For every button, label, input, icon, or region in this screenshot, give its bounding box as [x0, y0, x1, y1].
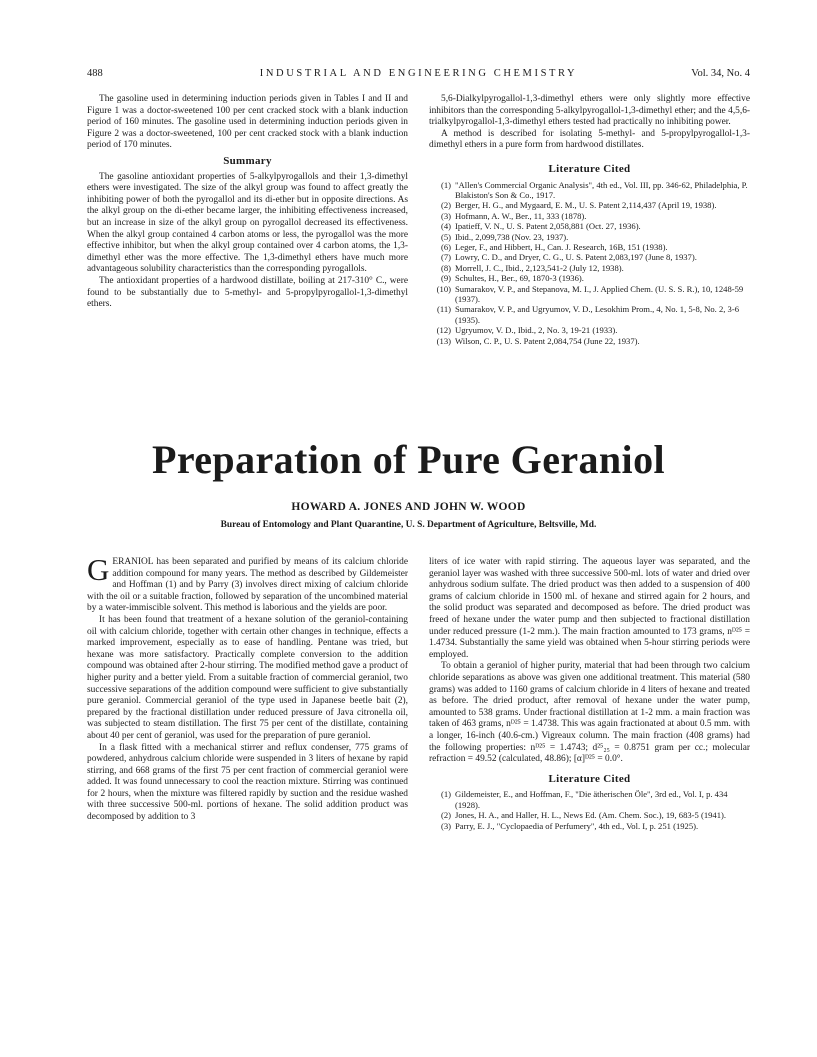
- reference-text: Sumarakov, V. P., and Stepanova, M. I., J. Applied Chem. (U. S. S. R.), 10, 1248-59 (1937).: [455, 283, 744, 305]
- paragraph: It has been found that treatment of a hexane solution of the geraniol-containing oil with calcium chloride, together with certain other changes in technique, effects a marked improvement, especially as to ease of handling. Pentane was tried, but hexane was more satisfactory. Practically complete conversion to the addition compound was obtained after 2-hour stirring. The modified method gave a product of higher purity and a better yield. From a suitable fraction of commercial geraniol, two successive separations of the addition compound were sufficient to give substantially pure geraniol. Commercial geraniol of the type used in Japanese beetle bait (2), prepared by the fractional distillation under reduced pressure of Java citronella oil, was subjected to steam distillation. The first 75 per cent of the distillate, containing about 40 per cent of geraniol, was used for the preparation of pure geraniol.: [87, 614, 408, 741]
- paragraph: 5,6-Dialkylpyrogallol-1,3-dimethyl ethers were only slightly more effective inhibitors than the corresponding 5-alkylpyrogallol-1,3-dimethyl ether; and the 4,5,6-trialkylpyrogallol-1,3-dimethyl ethers tested had practically no inhibiting power.: [429, 94, 750, 128]
- reference-item: [429, 232, 750, 242]
- reference-number: (11): [437, 304, 451, 315]
- reference-number: (3): [440, 820, 451, 831]
- article-left-column: [87, 552, 408, 824]
- reference-text: Parry, E. J., "Cyclopaedia of Perfumery", 4th ed., Vol. I, p. 251 (1925).: [455, 820, 699, 831]
- article-affiliation: Bureau of Entomology and Plant Quarantine, U. S. Department of Agriculture, Beltsville, Md.: [220, 520, 597, 530]
- reference-number: (4): [440, 221, 451, 232]
- article-right-column: [429, 557, 750, 831]
- article-authors: HOWARD A. JONES AND JOHN W. WOOD: [291, 501, 526, 513]
- running-header: [87, 68, 750, 84]
- reference-item: [429, 821, 750, 831]
- reference-text: Leger, F., and Hibbert, H., Can. J. Research, 16B, 151 (1938).: [455, 242, 668, 252]
- reference-text: Morrell, J. C., Ibid., 2,123,541-2 (July 12, 1938).: [455, 262, 624, 273]
- reference-text: Ugryumov, V. D., Ibid., 2, No. 3, 19-21 (1933).: [455, 325, 618, 336]
- reference-item: [429, 336, 750, 346]
- reference-item: [429, 242, 750, 252]
- paragraph: The antioxidant properties of a hardwood distillate, boiling at 217-310° C., were found to be substantially due to 5-methyl- and 5-propylpyrogallol-1,3-dimethyl ethers.: [87, 275, 408, 310]
- paragraph: liters of ice water with rapid stirring. The aqueous layer was separated, and the geraniol layer was washed with three successive 500-ml. lots of water and dried over anhydrous sodium sulfate. The dried product was then added to a suspension of 400 grams of calcium chloride in 1500 ml. of hexane and stirred again for 2 hours, and the solid product was separated and decomposed as before. The dried product was freed of hexane under the water pump and then subjected to fractional distillation under reduced pressure (1-2 mm.). The main fraction amounted to 173 grams, nᴰ²⁵ = 1.4734. Substantially the same yield was obtained when 5-hour stirring periods were employed.: [429, 557, 750, 660]
- paragraph: The gasoline used in determining induction periods given in Tables I and II and Figure 1 was a doctor-sweetened 100 per cent cracked stock with a blank induction period of 160 minutes. The gasoline used in determining induction periods given in Figure 2 was a doctor-sweetened, 100 per cent cracked stock with a blank induction period of 170 minutes.: [87, 94, 408, 151]
- reference-number: (8): [440, 262, 451, 273]
- reference-number: (10): [436, 283, 451, 294]
- reference-text: Sumarakov, V. P., and Ugryumov, V. D., Lesokhim Prom., 4, No. 1, 5-8, No. 2, 3-6 (1935).: [455, 304, 739, 325]
- literature-cited-heading: Literature Cited: [548, 772, 631, 785]
- reference-item: [429, 789, 750, 810]
- reference-item: [429, 252, 750, 262]
- literature-cited-heading: Literature Cited: [548, 162, 631, 175]
- reference-number: (2): [440, 200, 451, 211]
- paragraph: To obtain a geraniol of higher purity, material that had been through two calcium chloride separations as above was given one additional treatment. This material (580 grams) was added to 1160 grams of calcium chloride in 4 liters of hexane and treated as before. The dried product, after removal of hexane under the water pump, amounted to 538 grams. Under fractional distillation at 1-2 mm. a main fraction was taken of 463 grams, nᴰ²⁵ = 1.4738. This was again fractionated at about 0.5 mm. with a longer, 16-inch (40.6-cm.) Vigreaux column. The main fraction (408 grams) had the following properties: nᴰ²⁵ = 1.4743; d²⁵₂₅ = 0.8751 gram per cc.; molecular refraction = 49.52 (calculated, 48.86); [α]ᴰ²⁵ = 0.0°.: [429, 661, 750, 765]
- reference-text: Ibid., 2,099,738 (Nov. 23, 1937).: [455, 231, 569, 242]
- reference-text: Gildemeister, E., and Hoffman, F., "Die ätherischen Öle", 3rd ed., Vol. I, p. 434 (1928).: [455, 789, 728, 810]
- reference-item: [429, 221, 750, 231]
- reference-number: (1): [440, 179, 451, 190]
- reference-text: Hofmann, A. W., Ber., 11, 333 (1878).: [455, 210, 587, 221]
- reference-item: [429, 284, 750, 305]
- drop-cap: G: [87, 552, 110, 587]
- reference-item: [429, 200, 750, 210]
- reference-item: [429, 180, 750, 201]
- summary-heading: Summary: [223, 154, 272, 167]
- journal-title: INDUSTRIAL AND ENGINEERING CHEMISTRY: [259, 68, 578, 79]
- page-number: 488: [87, 68, 103, 79]
- reference-number: (5): [440, 231, 451, 242]
- paragraph: A method is described for isolating 5-methyl- and 5-propylpyrogallol-1,3-dimethyl ethers in a pure form from hardwood distillates.: [429, 128, 750, 151]
- reference-text: Jones, H. A., and Haller, H. L., News Ed. (Am. Chem. Soc.), 19, 683-5 (1941).: [455, 810, 727, 821]
- reference-number: (9): [440, 273, 451, 284]
- reference-number: (12): [436, 325, 451, 336]
- reference-item: [429, 211, 750, 221]
- reference-item: [429, 304, 750, 325]
- paragraph: The gasoline antioxidant properties of 5-alkylpyrogallols and their 1,3-dimethyl ethers were investigated. The size of the alkyl group was found to affect greatly the inhibiting power of both the pyrogallol and its di-ether but in opposite directions. As the alkyl group on the di-ether became larger, the inhibiting effectiveness increased, but an increase in size of the alkyl group on pyrogallol decreased its effectiveness. When the alkyl group contained 4 carbon atoms or less, the pyrogallol was the more effective inhibitor, but when the alkyl group contained over 4 carbon atoms, the 1,3-dimethyl ether was the more effective. The 1,3-dimethyl ethers have much more advantageous solubility characteristics than the corresponding pyrogallols.: [87, 171, 408, 275]
- reference-list: [429, 789, 750, 831]
- prev-article-right-column: [429, 94, 750, 346]
- reference-item: [429, 810, 750, 820]
- reference-text: Schultes, H., Ber., 69, 1870-3 (1936).: [455, 273, 584, 284]
- reference-number: (6): [440, 242, 451, 252]
- reference-item: [429, 273, 750, 283]
- reference-number: (13): [436, 335, 451, 346]
- reference-text: Ipatieff, V. N., U. S. Patent 2,058,881 (Oct. 27, 1936).: [455, 221, 641, 232]
- paragraph-text: ERANIOL has been separated and purified by means of its calcium chloride addition compound for many years. The method as described by Gildemeister and Hoffman (1) and by Parry (3) involves direct mixing of calcium chloride with the oil or a suitable fraction, followed by separation of the uncombined material by a water-immiscible solvent. This method is laborious and the yields are poor.: [87, 557, 408, 614]
- reference-number: (3): [440, 210, 451, 221]
- paragraph: In a flask fitted with a mechanical stirrer and reflux condenser, 775 grams of powdered, anhydrous calcium chloride were suspended in 3 liters of hexane by rapid stirring, and 668 grams of the first 75 per cent fraction of commercial geraniol were added. It was found unnecessary to cool the reaction mixture. Stirring was continued for 2 hours, when the mixture was filtered rapidly by suction and the residue washed with three successive 500-ml. portions of hexane. The solid addition product was decomposed by addition to 3: [87, 742, 408, 823]
- reference-text: "Allen's Commercial Organic Analysis", 4th ed., Vol. III, pp. 346-62, Philadelphia, P. Blakiston's Son & Co., 1917.: [455, 179, 748, 200]
- reference-item: [429, 325, 750, 335]
- reference-number: (7): [440, 252, 451, 263]
- reference-text: Berger, H. G., and Mygaard, E. M., U. S. Patent 2,114,437 (April 19, 1938).: [455, 200, 717, 211]
- article-title: Preparation of Pure Geraniol: [152, 437, 665, 482]
- reference-list: [429, 180, 750, 347]
- reference-number: (1): [440, 789, 451, 800]
- paragraph: [87, 552, 408, 615]
- reference-number: (2): [440, 810, 451, 821]
- reference-text: Wilson, C. P., U. S. Patent 2,084,754 (June 22, 1937).: [455, 335, 640, 346]
- prev-article-left-column: [87, 94, 408, 311]
- reference-item: [429, 263, 750, 273]
- reference-text: Lowry, C. D., and Dryer, C. G., U. S. Patent 2,083,197 (June 8, 1937).: [455, 252, 697, 263]
- volume-issue: Vol. 34, No. 4: [691, 68, 750, 79]
